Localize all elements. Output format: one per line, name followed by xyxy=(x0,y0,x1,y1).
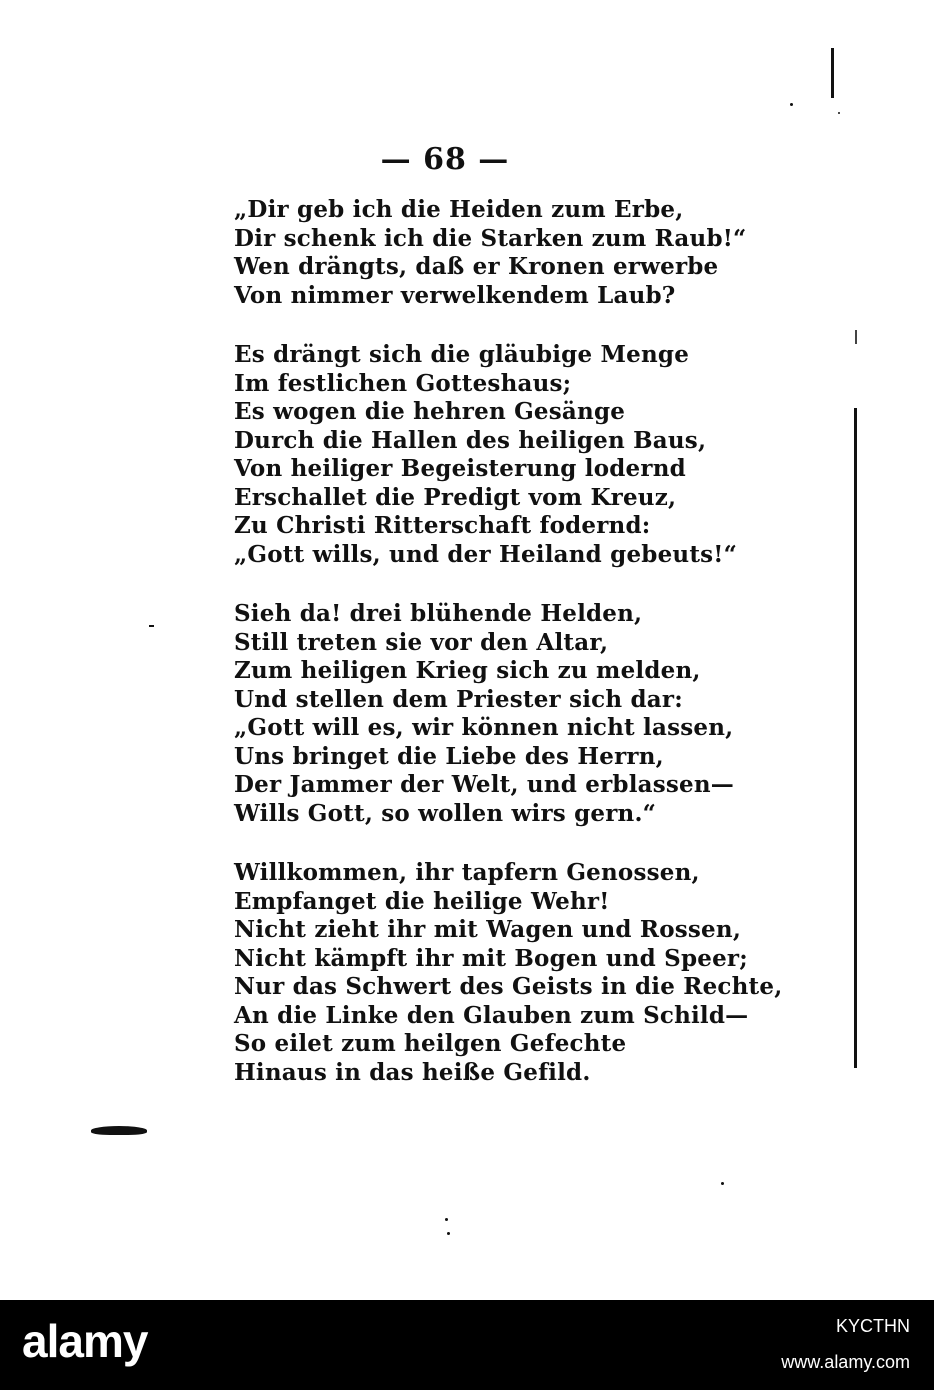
alamy-logo: alamy xyxy=(22,1315,148,1367)
image-id: KYCTHN xyxy=(835,1316,910,1336)
scan-speck xyxy=(445,1218,448,1221)
poem-line: Dir schenk ich die Starken zum Raub!“ xyxy=(234,224,747,252)
watermark-banner xyxy=(0,1300,934,1390)
poem-line: „Gott will es, wir können nicht lassen, xyxy=(234,714,734,741)
poem-line: Sieh da! drei blühende Helden, xyxy=(234,600,643,627)
poem-line: Still treten sie vor den Altar, xyxy=(234,628,609,656)
scan-speck xyxy=(721,1182,724,1185)
poem-text xyxy=(234,196,783,1087)
site-url: www.alamy.com xyxy=(781,1352,910,1372)
scan-speck xyxy=(790,103,793,106)
poem-line: „Dir geb ich die Heiden zum Erbe, xyxy=(234,196,684,223)
poem-line: An die Linke den Glauben zum Schild— xyxy=(234,1001,749,1029)
stanza-4 xyxy=(234,859,783,1087)
poem-line: So eilet zum heilgen Gefechte xyxy=(234,1030,627,1057)
poem-line: Von heiliger Begeisterung lodernd xyxy=(234,455,686,482)
poem-line: „Gott wills, und der Heiland gebeuts!“ xyxy=(234,540,738,568)
scan-speck xyxy=(447,1232,450,1235)
scan-speck xyxy=(838,112,840,114)
poem-line: Durch die Hallen des heiligen Baus, xyxy=(234,426,707,454)
poem-line: Es wogen die hehren Gesänge xyxy=(234,398,626,425)
stanza-2 xyxy=(234,341,738,569)
scan-speck xyxy=(149,625,154,627)
scan-mark xyxy=(831,48,834,98)
poem-line: Nicht kämpft ihr mit Bogen und Speer; xyxy=(234,944,748,972)
stanza-3 xyxy=(234,600,734,828)
poem-line: Nur das Schwert des Geists in die Rechte, xyxy=(234,973,783,1000)
poem-line: Im festlichen Gotteshaus; xyxy=(234,369,572,397)
poem-line: Es drängt sich die gläubige Menge xyxy=(234,341,690,368)
poem-line: Nicht zieht ihr mit Wagen und Rossen, xyxy=(234,916,742,943)
poem-line: Zu Christi Ritterschaft fodernd: xyxy=(234,512,651,539)
poem-line: Wills Gott, so wollen wirs gern.“ xyxy=(234,799,657,827)
scan-edge-line xyxy=(855,330,857,344)
ink-blot xyxy=(91,1126,147,1135)
poem-line: Wen drängts, daß er Kronen erwerbe xyxy=(234,253,719,280)
poem-line: Empfanget die heilige Wehr! xyxy=(234,887,610,915)
poem-line: Hinaus in das heiße Gefild. xyxy=(234,1058,591,1086)
poem-line: Der Jammer der Welt, und erblassen— xyxy=(234,771,734,798)
poem-line: Uns bringet die Liebe des Herrn, xyxy=(234,742,664,770)
poem-line: Von nimmer verwelkendem Laub? xyxy=(234,281,676,309)
poem-line: Zum heiligen Krieg sich zu melden, xyxy=(234,657,701,684)
poem-line: Erschallet die Predigt vom Kreuz, xyxy=(234,483,677,511)
scan-edge-line xyxy=(854,408,857,1068)
poem-line: Und stellen dem Priester sich dar: xyxy=(234,685,683,713)
page-number: — 68 — xyxy=(380,142,510,177)
poem-line: Willkommen, ihr tapfern Genossen, xyxy=(234,859,700,886)
stanza-1 xyxy=(234,196,747,310)
